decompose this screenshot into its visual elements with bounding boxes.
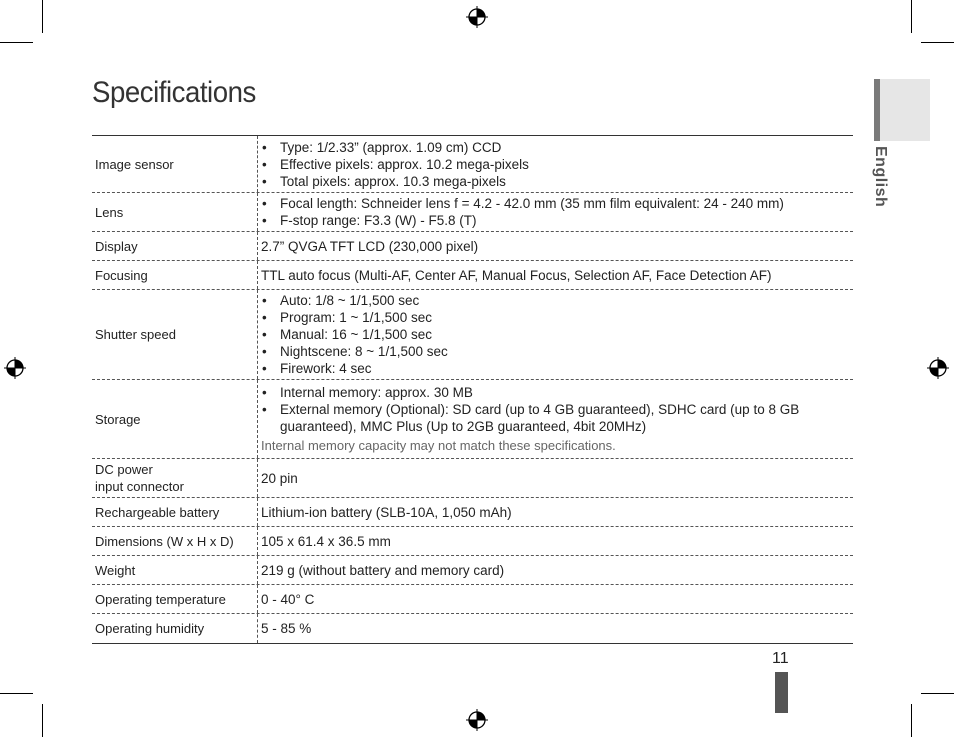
- list-item: • Nightscene: 8 ~ 1/1,500 sec: [261, 343, 853, 360]
- list-item: • Type: 1/2.33” (approx. 1.09 cm) CCD: [261, 139, 853, 156]
- spec-label-line: input connector: [95, 479, 184, 494]
- language-label: English: [872, 146, 889, 208]
- spec-row-battery: [92, 498, 853, 527]
- crop-mark: [921, 693, 954, 694]
- spec-row-shutter-speed: [92, 290, 853, 380]
- spec-value: 219 g (without battery and memory card): [261, 562, 505, 578]
- spec-label: Dimensions (W x H x D): [92, 527, 258, 555]
- spec-value: 20 pin: [261, 470, 298, 486]
- language-tab: [880, 79, 930, 141]
- spec-label: Shutter speed: [92, 290, 258, 379]
- crop-mark: [911, 704, 912, 737]
- page-title: Specifications: [92, 76, 256, 109]
- spec-row-weight: [92, 556, 853, 585]
- spec-note: Internal memory capacity may not match these specifications.: [261, 438, 616, 453]
- list-item: • Firework: 4 sec: [261, 360, 853, 377]
- spec-row-storage: [92, 380, 853, 459]
- spec-label: Focusing: [92, 261, 258, 289]
- spec-row-dc-power: [92, 459, 853, 498]
- list-item: • External memory (Optional): SD card (up to 4 GB guaranteed), SDHC card (up to 8 GB guaranteed), MMC Plus (Up to 2GB guaranteed, 4bit 20MHz): [261, 401, 853, 435]
- spec-row-humidity: [92, 614, 853, 643]
- page-number: 11: [772, 650, 789, 667]
- spec-value: TTL auto focus (Multi-AF, Center AF, Manual Focus, Selection AF, Face Detection AF): [261, 267, 772, 283]
- list-item: • Program: 1 ~ 1/1,500 sec: [261, 309, 853, 326]
- spec-label: Rechargeable battery: [92, 498, 258, 526]
- spec-list: [261, 292, 853, 377]
- spec-label: Weight: [92, 556, 258, 584]
- list-item: • Effective pixels: approx. 10.2 mega-pixels: [261, 156, 853, 173]
- crop-mark: [42, 0, 43, 33]
- spec-label: Operating temperature: [92, 585, 258, 613]
- spec-label: Lens: [92, 193, 258, 231]
- list-item: • F-stop range: F3.3 (W) - F5.8 (T): [261, 212, 853, 229]
- spec-row-temperature: [92, 585, 853, 614]
- spec-list: [261, 195, 853, 229]
- spec-row-image-sensor: [92, 136, 853, 193]
- spec-list: [261, 384, 853, 435]
- spec-row-display: [92, 232, 853, 261]
- spec-value: [258, 193, 853, 231]
- spec-value: Lithium-ion battery (SLB-10A, 1,050 mAh): [261, 504, 512, 520]
- spec-label: Display: [92, 232, 258, 260]
- crop-mark: [42, 704, 43, 737]
- registration-mark-icon: [466, 6, 488, 28]
- list-item: • Total pixels: approx. 10.3 mega-pixels: [261, 173, 853, 190]
- spec-value: [258, 380, 853, 458]
- crop-mark: [921, 42, 954, 43]
- list-item: • Internal memory: approx. 30 MB: [261, 384, 853, 401]
- spec-row-dimensions: [92, 527, 853, 556]
- spec-value: 0 - 40° C: [261, 591, 315, 607]
- crop-mark: [911, 0, 912, 33]
- spec-value: 2.7” QVGA TFT LCD (230,000 pixel): [261, 238, 479, 254]
- spec-value: [258, 290, 853, 379]
- spec-row-lens: [92, 193, 853, 232]
- language-tab-bar: [874, 79, 880, 141]
- spec-label: Image sensor: [92, 136, 258, 192]
- list-item: • Focal length: Schneider lens f = 4.2 - 42.0 mm (35 mm film equivalent: 24 - 240 mm): [261, 195, 853, 212]
- spec-value: 105 x 61.4 x 36.5 mm: [261, 533, 391, 549]
- spec-label: Operating humidity: [92, 614, 258, 643]
- spec-list: [261, 139, 853, 190]
- spec-row-focusing: [92, 261, 853, 290]
- registration-mark-icon: [927, 357, 949, 379]
- list-item: • Auto: 1/8 ~ 1/1,500 sec: [261, 292, 853, 309]
- spec-label: [92, 459, 258, 497]
- registration-mark-icon: [466, 709, 488, 731]
- spec-label-line: DC power: [95, 462, 153, 477]
- spec-label: Storage: [92, 380, 258, 458]
- crop-mark: [0, 693, 33, 694]
- registration-mark-icon: [4, 357, 26, 379]
- spec-value: 5 - 85 %: [261, 621, 312, 636]
- crop-mark: [0, 42, 33, 43]
- page-number-bar: [775, 672, 788, 713]
- spec-table: [92, 135, 853, 644]
- spec-value: [258, 136, 853, 192]
- list-item: • Manual: 16 ~ 1/1,500 sec: [261, 326, 853, 343]
